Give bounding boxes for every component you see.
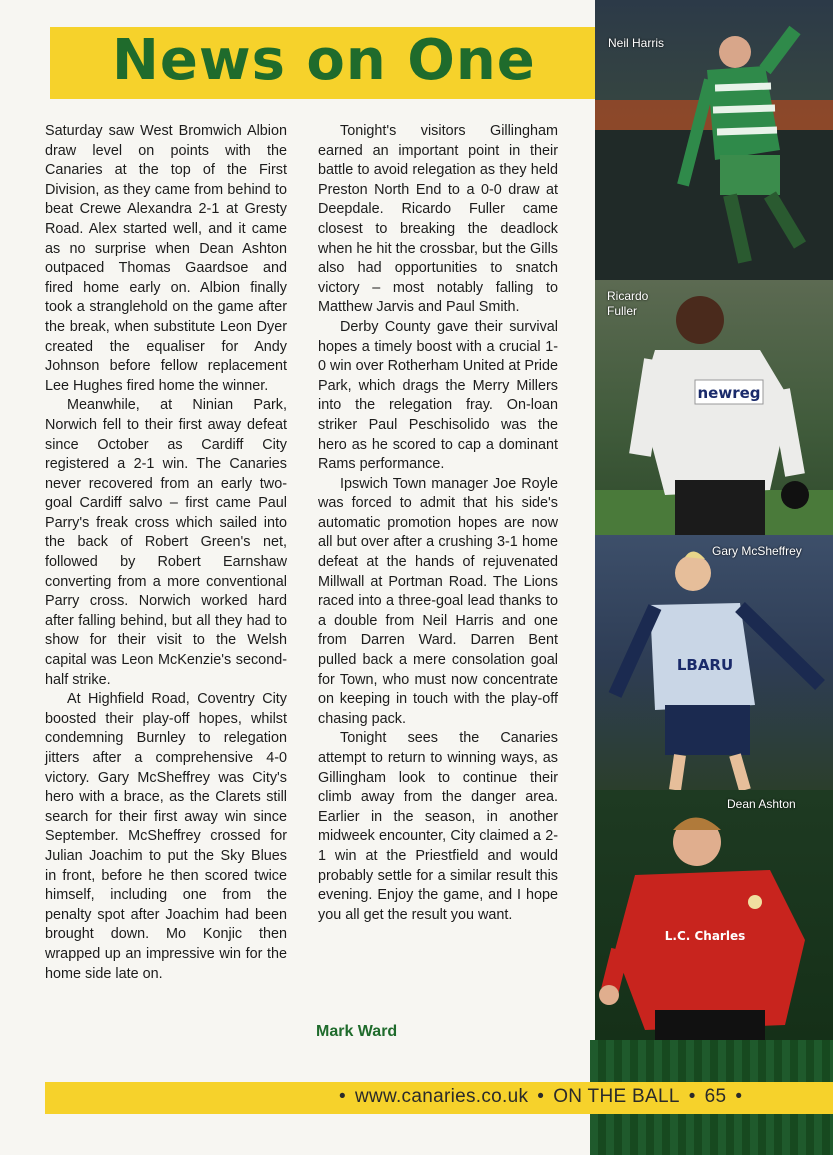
footer-section: ON THE BALL — [553, 1086, 680, 1107]
footer-text — [330, 1086, 751, 1108]
page-number: 65 — [704, 1086, 727, 1107]
shirt-sponsor-text: LBARU — [676, 656, 734, 674]
article-column-1 — [45, 122, 287, 984]
shirt-sponsor-text: newreg — [697, 384, 761, 402]
photo-caption: Gary McSheffrey — [712, 544, 802, 558]
photo-caption: Ricardo Fuller — [607, 289, 649, 318]
photo-gary-mcsheffrey — [595, 535, 833, 790]
article-column-2 — [318, 122, 558, 925]
photo-ricardo-fuller — [595, 280, 833, 535]
photo-neil-harris — [595, 0, 833, 280]
paragraph: Tonight sees the Canaries attempt to return to winning ways, as Gillingham look to continue their climb away from the danger area. Earlier in the season, in another midweek encounter, City claimed a 2-1 win at the Priestfield and would probably settle for a similar result this evening. Enjoy the game, and I hope you all get the result you want. — [318, 730, 558, 923]
footer-url: www.canaries.co.uk — [354, 1086, 529, 1107]
author-byline: Mark Ward — [316, 1023, 398, 1040]
shirt-sponsor-text: L.C. Charles — [664, 929, 746, 943]
player-figure-illustration — [595, 790, 833, 1040]
photo-dean-ashton — [595, 790, 833, 1040]
bullet-icon: • — [537, 1086, 545, 1107]
photo-caption: Dean Ashton — [727, 797, 796, 811]
bullet-icon: • — [735, 1086, 743, 1107]
paragraph: At Highfield Road, Coventry City boosted their play-off hopes, whilst condemning Burnley to relegation jitters after a comprehensive 4-0 victory. Gary McSheffrey was City's hero with a brace, as the Clarets still search for their first away win since September. McSheffrey crossed for Julian Joachim to put the Sky Blues in front, before he then scored twice himself, including one from the penalty spot after Joachim had been brought down. Mo Konjic then wrapped up an impressive win for the home side late on. — [45, 691, 287, 982]
photo-caption: Neil Harris — [608, 36, 665, 50]
bullet-icon: • — [339, 1086, 346, 1107]
paragraph: Saturday saw West Bromwich Albion draw level on points with the Canaries at the top of the First Division, as they came from behind to beat Crewe Alexandra 2-1 at Gresty Road. Alex started well, and it came as no surprise when Dean Ashton outpaced Thomas Gaardsoe and fired home early on. Albion finally took a stranglehold on the game after the break, when substitute Leon Dyer created the equaliser for Andy Johnson before fellow replacement Lee Hughes fired home the winner. — [45, 123, 287, 394]
photo-strip — [595, 0, 833, 1040]
player-figure-illustration — [595, 535, 833, 790]
bullet-icon: • — [688, 1086, 696, 1107]
paragraph: Tonight's visitors Gillingham earned an important point in their battle to avoid relegation as they held Preston North End to a 0-0 draw at Deepdale. Ricardo Fuller came closest to breaking the deadlock when he hit the crossbar, but the Gills also had opportunities to snatch victory – most notably falling to Matthew Jarvis and Paul Smith. — [318, 123, 558, 316]
paragraph: Derby County gave their survival hopes a timely boost with a crucial 1-0 win over Rotherham United at Pride Park, which drags the Merry Millers into the relegation fray. On-loan striker Paul Peschisolido was the hero as he scored to cap a dominant Rams performance. — [318, 318, 558, 473]
page-title: News on One — [112, 28, 536, 93]
paragraph: Meanwhile, at Ninian Park, Norwich fell to their first away defeat since October as Cardiff City registered a 2-1 win. The Canaries never recovered from an early two-goal Cardiff salvo – first came Paul Parry's freak cross which sailed into the back of Robert Green's net, followed by Robert Earnshaw converting from a more conventional Parry cross. Norwich worked hard after falling behind, but all they had to show for their visit to the Welsh capital was Leon McKenzie's second-half strike. — [45, 397, 287, 688]
paragraph: Ipswich Town manager Joe Royle was forced to admit that his side's automatic promotion hopes are now all but over after a crushing 3-1 home defeat at the hands of rejuvenated Millwall at Portman Road. The Lions raced into a three-goal lead thanks to a double from Neil Harris and one from Darren Ward. Darren Bent pulled back a mere consolation goal for Town, who must now concentrate on keeping in touch with the play-off chasing pack. — [318, 475, 558, 727]
